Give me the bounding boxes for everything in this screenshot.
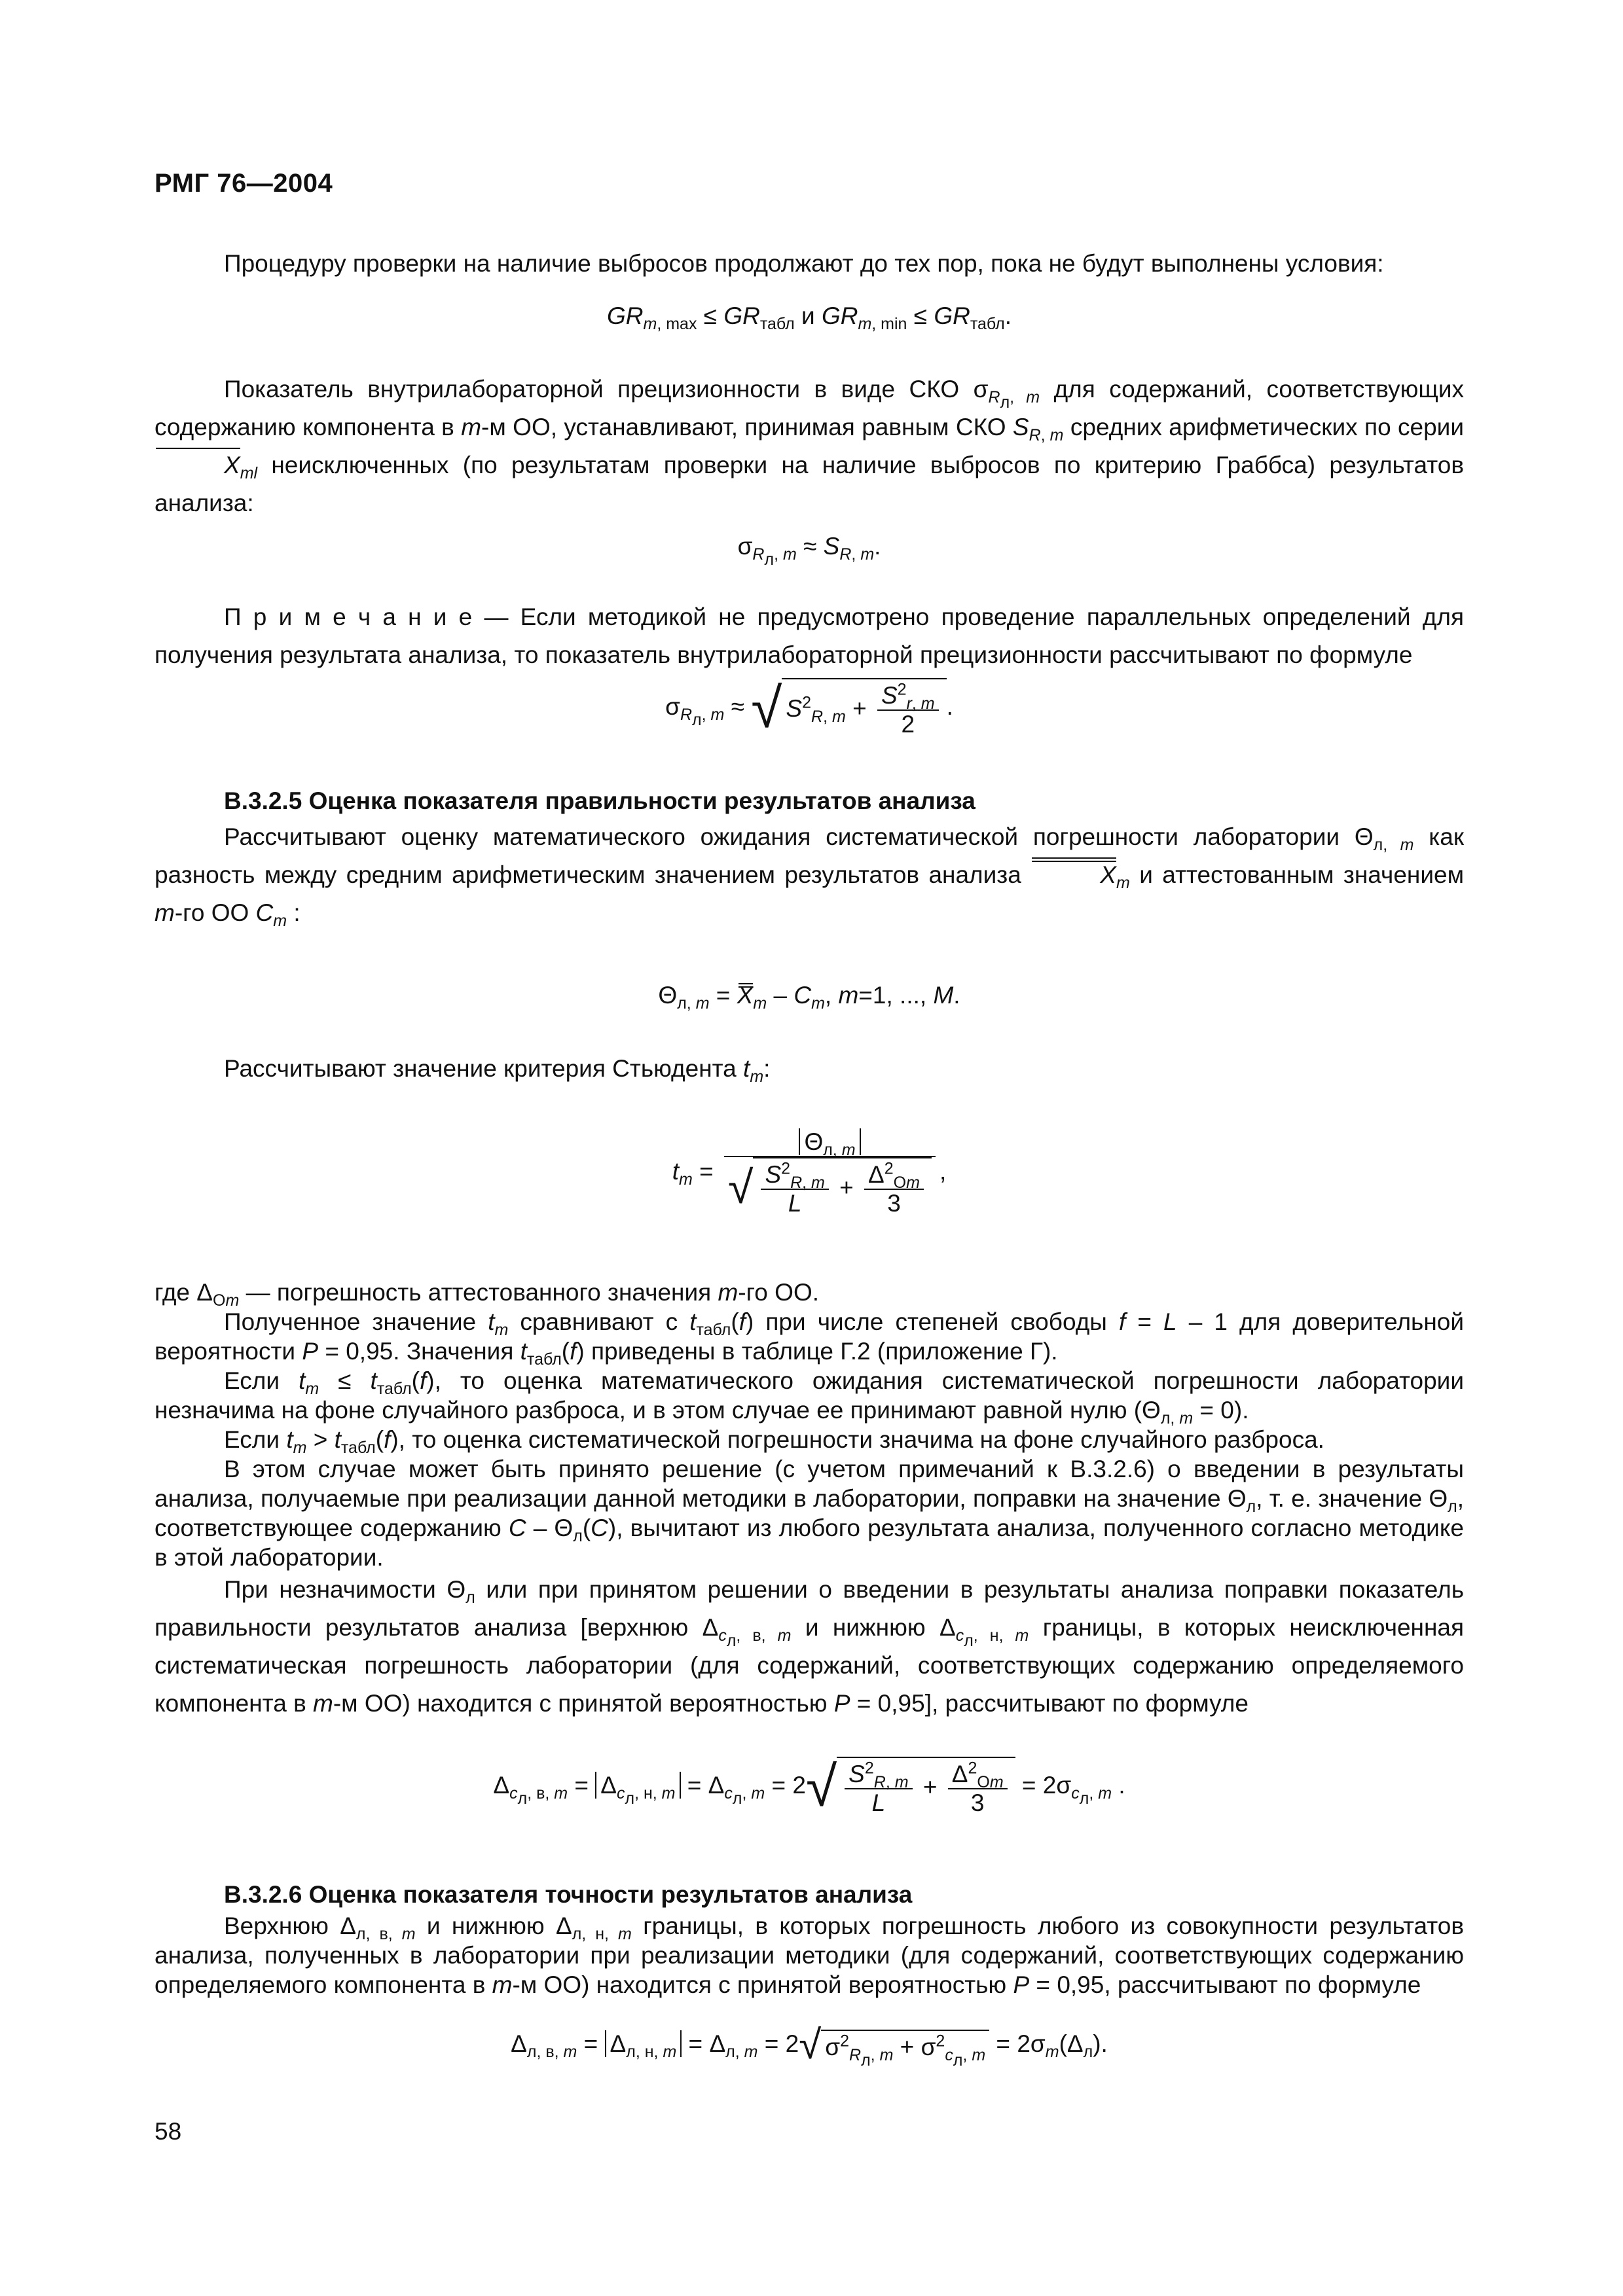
document-code: РМГ 76—2004 <box>155 169 333 198</box>
compare-paragraph: Полученное значение $t_m$ сравнивают с $t_{табл}(f)$ при числе степеней свободы f = L – 1 для доверительной вероятности P = 0,95. Значения $t_{табл}(f)$ приведены в таблице Г.2 (приложение Г). <box>155 1308 1465 1369</box>
where-paragraph: где $\Delta_{Оm}$ — погрешность аттестованного значения m-го ОО. <box>155 1279 819 1310</box>
formula-sigma-sqrt: $\sigma_{R_л, m}$ ≈ √ $S^2_{R, m}$ + $\frac{S^2_{r, m}}{2}$ . <box>665 677 953 740</box>
insignificance-paragraph: При незначимости $\Theta_л$ или при принятом решении о введении в результаты анализа поправки показатель правильности результатов анализа [верхнюю $\Delta_{c_л, в, m}$ и нижнюю $\Delta_{c_л, н, m}$ границы, в которых неисключенная систематическая погрешность лаборатории (для содержаний, соответствующих содержанию определяемого компонента в m-м ОО) находится с принятой вероятностью P = 0,95], рассчитывают по формуле <box>155 1576 1465 1717</box>
b326-paragraph: Верхнюю $\Delta_{л, в, m}$ и нижнюю $\Delta_{л, н, m}$ границы, в которых погрешность любого из совокупности результатов анализа, полученных в лаборатории при реализации методики (для содержаний, соответствующих содержанию определяемого компонента в m-м ОО) находится с принятой вероятностью P = 0,95, рассчитывают по формуле <box>155 1912 1465 1998</box>
student-paragraph: Рассчитывают значение критерия Стьюдента $t_m$: <box>224 1055 771 1086</box>
intro-paragraph: Процедуру проверки на наличие выбросов продолжают до тех пор, пока не будут выполнены условия: <box>224 250 1384 277</box>
formula-grubbs-conditions: $GR_{m, max} \le GR_{табл}$ и $GR_{m, min} \le GR_{табл}$. <box>607 302 1012 333</box>
if-insignificant-paragraph: Если $t_m \le t_{табл}(f)$, то оценка математического ожидания систематической погрешности лаборатории незначима на фоне случайного разброса, и в этом случае ее принимают равной нулю $(\Theta_{л, m} = 0)$. <box>155 1367 1465 1427</box>
formula-accuracy-bounds: $\Delta_{л, в, m} = \Delta_{л, н, m} = \Delta_{л, m} = 2√$ $\sigma^2_{R_л, m} + \sigma^2_{c_л, m} = 2\sigma_m(\Delta_л)$. <box>511 2022 1108 2070</box>
correction-paragraph: В этом случае может быть принято решение (с учетом примечаний к В.3.2.6) о введении в результаты анализа, получаемые при реализации данной методики в лаборатории, поправки на значение $\Theta_л$, т. е. значение $\Theta_л$, соответствующее содержанию C – $\Theta_л(C)$, вычитают из любого результата анализа, полученного согласно методике в этой лаборатории. <box>155 1456 1465 1571</box>
section-b326-title: В.3.2.6 Оценка показателя точности результатов анализа <box>224 1881 913 1908</box>
precision-paragraph: Показатель внутрилабораторной прецизионности в виде СКО $\sigma_{R_л, m}$ для содержаний, соответствующих содержанию компонента в m-м ОО, устанавливают, принимая равным СКО $S_{R, m}$ средних арифметических по серии $X_{ml}$ неисключенных (по результатам проверки на наличие выбросов по критерию Граббса) результатов анализа: <box>155 376 1465 516</box>
formula-systematic-bounds: $\Delta_{c_л, в, m} = \Delta_{c_л, н, m} = \Delta_{c_л, m} = 2√$ $\frac{S^2_{R, m}}{L}$ + $\frac{\Delta^2_{Оm}}{3}$ = $2\sigma_{c_л, m}$ . <box>493 1755 1125 1818</box>
formula-student-t: $t_m$ = $\Theta_{л, m}$ √ $\frac{S^2_{R, m}}{L}$ + $\frac{\Delta^2_{Оm}}{3}$ , <box>672 1128 947 1217</box>
if-significant-paragraph: Если $t_m > t_{табл}(f)$, то оценка систематической погрешности значима на фоне случайного разброса. <box>224 1426 1324 1457</box>
formula-theta: $\Theta_{л, m} = X_m - C_m$, m=1, ..., M. <box>658 982 960 1013</box>
page-number: 58 <box>155 2118 182 2145</box>
b325-paragraph-1: Рассчитывают оценку математического ожидания систематической погрешности лаборатории $\Theta_{л, m}$ как разность между средним арифметическим значением результатов анализа $X_m$ и аттестованным значением m-го ОО $C_m$ : <box>155 823 1465 930</box>
section-b325-title: В.3.2.5 Оценка показателя правильности результатов анализа <box>224 787 976 814</box>
document-page <box>155 0 1464 2296</box>
note-paragraph: П р и м е ч а н и е — Если методикой не предусмотрено проведение параллельных определений для получения результата анализа, то показатель внутрилабораторной прецизионности рассчитывают по формуле <box>155 603 1464 668</box>
formula-sigma-equals-s: $\sigma_{R_л, m} \approx S_{R, m}$. <box>737 533 881 569</box>
